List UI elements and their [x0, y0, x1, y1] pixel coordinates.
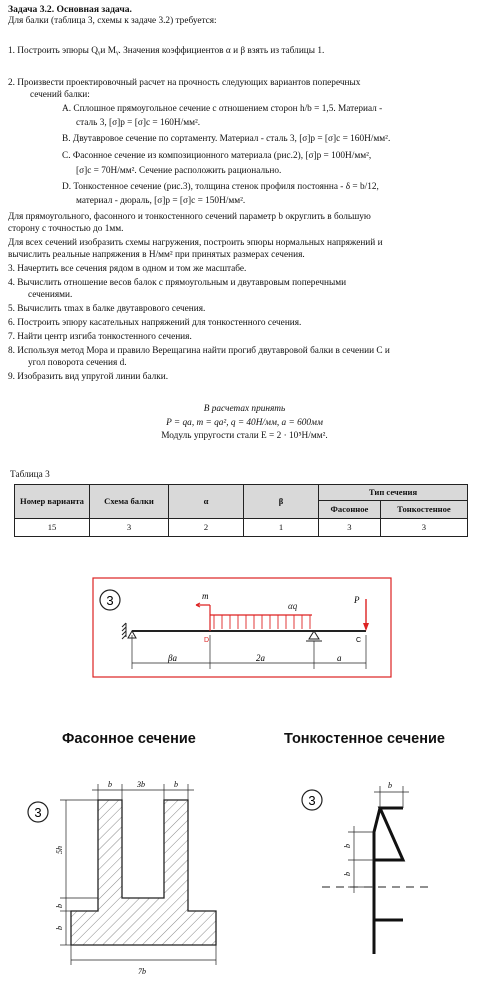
problem-title: Задача 3.2. Основная задача.: [8, 4, 132, 15]
item-7: 7. Найти центр изгиба тонкостенного сечения.: [8, 332, 192, 342]
item-1: 1. Построить эпюры Qᵧи Mᵧ. Значения коэффициентов α и β взять из таблицы 1.: [8, 46, 325, 56]
fason-dim-b-left: b: [108, 780, 112, 789]
fason-dim-5h: 5h: [55, 846, 64, 854]
fason-dim-3b: 3b: [137, 780, 145, 789]
fason-dim-b-bottom: b: [55, 926, 64, 930]
intro-text: Для балки (таблица 3, схемы к задаче 3.2) требуется:: [8, 16, 217, 26]
thin-dim-b-lower: b: [343, 872, 352, 876]
point-c-label: C: [356, 637, 362, 644]
fason-dim-b-right: b: [174, 780, 178, 789]
fason-section-drawing: [0, 770, 240, 995]
item-6: 6. Построить эпюру касательных напряжений для тонкостенного сечения.: [8, 318, 302, 328]
note-line3: Для всех сечений изобразить схемы нагружения, построить эпюры нормальных напряжений и: [8, 238, 383, 248]
variant-c-line1: C. Фасонное сечение из композиционного материала (рис.2), [σ]p = 100Н/мм²,: [62, 151, 372, 161]
middle-support-icon: [309, 631, 319, 639]
item-8-line2: угол поворота сечения d.: [28, 358, 127, 368]
moment-label: m: [202, 591, 209, 601]
cell-fason: 3: [319, 519, 381, 537]
load-label: αq: [288, 601, 298, 611]
thin-number: 3: [308, 793, 316, 808]
th-fason: Фасонное: [319, 501, 381, 519]
th-alpha: α: [169, 485, 244, 519]
thin-section-drawing: [260, 770, 460, 995]
cell-thin: 3: [380, 519, 467, 537]
cell-beta: 1: [244, 519, 319, 537]
thin-dimensions: [348, 786, 409, 893]
th-thin: Тонкостенное: [380, 501, 467, 519]
calc-params: P = qa, m = qa², q = 40Н/мм, a = 600мм: [166, 418, 323, 428]
th-beta: β: [244, 485, 319, 519]
fason-section-title: Фасонное сечение: [62, 731, 196, 747]
note-line1: Для прямоугольного, фасонного и тонкостенного сечений параметр b округлить в большую: [8, 212, 371, 222]
scheme-frame: [93, 578, 391, 677]
variant-d-line2: материал - дюраль, [σ]p = [σ]c = 150Н/мм².: [76, 196, 246, 206]
fason-dim-b-mid: b: [55, 904, 64, 908]
fason-shape: [71, 800, 216, 945]
th-scheme: Схема балки: [90, 485, 169, 519]
left-support-icon: [122, 623, 126, 639]
distributed-load-arrows: [214, 615, 310, 629]
force-label: P: [354, 595, 360, 605]
thin-section-title: Тонкостенное сечение: [284, 731, 445, 747]
cell-variant: 15: [15, 519, 90, 537]
th-variant: Номер варианта: [15, 485, 90, 519]
variant-c-line2: [σ]c = 70Н/мм². Сечение расположить рационально.: [76, 166, 282, 176]
thin-dim-b-upper: b: [343, 844, 352, 848]
variant-a-line1: A. Сплошное прямоугольное сечение с отношением сторон h/b = 1,5. Материал -: [62, 104, 383, 114]
calc-modulus: Модуль упругости стали E = 2 · 10⁵Н/мм².: [161, 431, 328, 441]
dim-2a: 2a: [256, 653, 265, 663]
variant-a-line2: сталь 3, [σ]p = [σ]c = 160Н/мм².: [76, 118, 201, 128]
moment-arrow-icon: [196, 603, 210, 607]
beam-scheme: [0, 575, 489, 680]
force-p-arrowhead-icon: [363, 623, 369, 631]
cell-scheme: 3: [90, 519, 169, 537]
scheme-number: 3: [106, 593, 114, 608]
variants-table: [14, 484, 468, 537]
note-line4: вычислить реальные напряжения в Н/мм² при принятых размерах сечения.: [8, 250, 305, 260]
item-2-line2: сечений балки:: [30, 90, 90, 100]
item-2-line1: 2. Произвести проектировочный расчет на прочность следующих вариантов поперечных: [8, 78, 361, 88]
item-4-line2: сечениями.: [28, 290, 73, 300]
item-8-line1: 8. Используя метод Мора и правило Верещагина найти прогиб двутавровой балки в сечении C и: [8, 346, 390, 356]
table-row: [15, 519, 468, 537]
th-section-type: Тип сечения: [319, 485, 468, 501]
cell-alpha: 2: [169, 519, 244, 537]
dim-a: a: [337, 653, 342, 663]
thin-shape: [374, 808, 403, 954]
variant-d-line1: D. Тонкостенное сечение (рис.3), толщина стенок профиля постоянна - δ = b/12,: [62, 182, 379, 192]
fason-dim-7b: 7b: [138, 967, 146, 976]
dim-beta-a: βa: [168, 653, 177, 663]
item-5: 5. Вычислить τmax в балке двутаврового сечения.: [8, 304, 206, 314]
item-4-line1: 4. Вычислить отношение весов балок с прямоугольным и двутавровым поперечными: [8, 278, 347, 288]
item-9: 9. Изобразить вид упругой линии балки.: [8, 372, 169, 382]
calc-heading: В расчетах принять: [203, 404, 286, 414]
dimension-lines: [132, 635, 366, 669]
point-d-label: D: [204, 637, 210, 644]
fason-number: 3: [34, 805, 42, 820]
thin-dim-b-top: b: [388, 781, 392, 790]
note-line2: сторону с точностью до 1мм.: [8, 224, 124, 234]
item-3: 3. Начертить все сечения рядом в одном и том же масштабе.: [8, 264, 247, 274]
variant-b-line1: B. Двутавровое сечение по сортаменту. Материал - сталь 3, [σ]p = [σ]c = 160Н/мм².: [62, 134, 391, 144]
thin-shape-flange: [374, 808, 380, 860]
table-caption: Таблица 3: [10, 470, 50, 480]
